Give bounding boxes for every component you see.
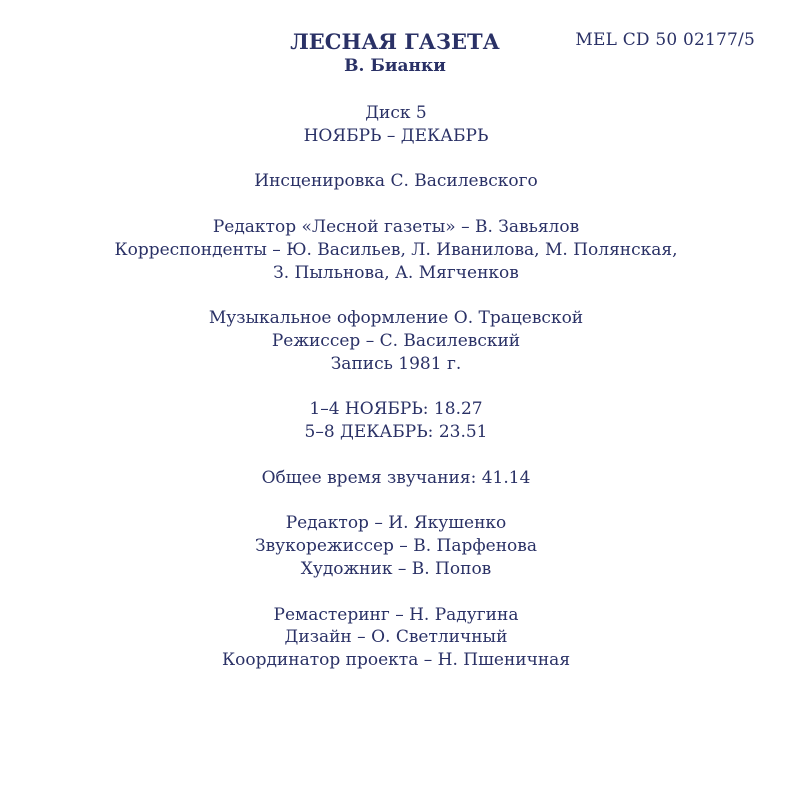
track-entry: 5–8 ДЕКАБРЬ: 23.51 <box>304 422 488 443</box>
music-credit: Музыкальное оформление О. Трацевской <box>208 308 584 329</box>
credits-block <box>0 102 790 672</box>
spacer <box>0 444 790 467</box>
spacer <box>0 490 790 513</box>
spacer <box>0 148 790 171</box>
disc-months: НОЯБРЬ – ДЕКАБРЬ <box>303 125 489 146</box>
coordinator-credit: Координатор проекта – Н. Пшеничная <box>221 650 571 671</box>
remastering-credit: Ремастеринг – Н. Радугина <box>273 604 519 625</box>
spacer <box>0 581 790 604</box>
recording-year: Запись 1981 г. <box>330 353 462 374</box>
release-editor-credit: Редактор – И. Якушенко <box>285 513 507 534</box>
sound-engineer-credit: Звукорежиссер – В. Парфенова <box>254 536 537 557</box>
spacer <box>0 376 790 399</box>
author-name: В. Бианки <box>344 56 446 76</box>
track-entry: 1–4 НОЯБРЬ: 18.27 <box>309 399 483 420</box>
staging-credit: Инсценировка С. Василевского <box>254 171 538 192</box>
design-credit: Дизайн – О. Светличный <box>284 627 508 648</box>
editor-credit: Редактор «Лесной газеты» – В. Завьялов <box>212 216 580 237</box>
correspondents-credit-continued: З. Пыльнова, А. Мягченков <box>273 262 519 283</box>
catalog-number: MEL CD 50 02177/5 <box>575 30 755 50</box>
director-credit: Режиссер – С. Василевский <box>271 330 521 351</box>
spacer <box>0 193 790 216</box>
total-time: Общее время звучания: 41.14 <box>261 467 531 488</box>
spacer <box>0 284 790 307</box>
artist-credit: Художник – В. Попов <box>300 558 492 579</box>
disc-label: Диск 5 <box>365 103 427 123</box>
page-title: ЛЕСНАЯ ГАЗЕТА <box>290 29 500 54</box>
correspondents-credit: Корреспонденты – Ю. Васильев, Л. Иванилова, М. Полянская, <box>114 239 678 260</box>
